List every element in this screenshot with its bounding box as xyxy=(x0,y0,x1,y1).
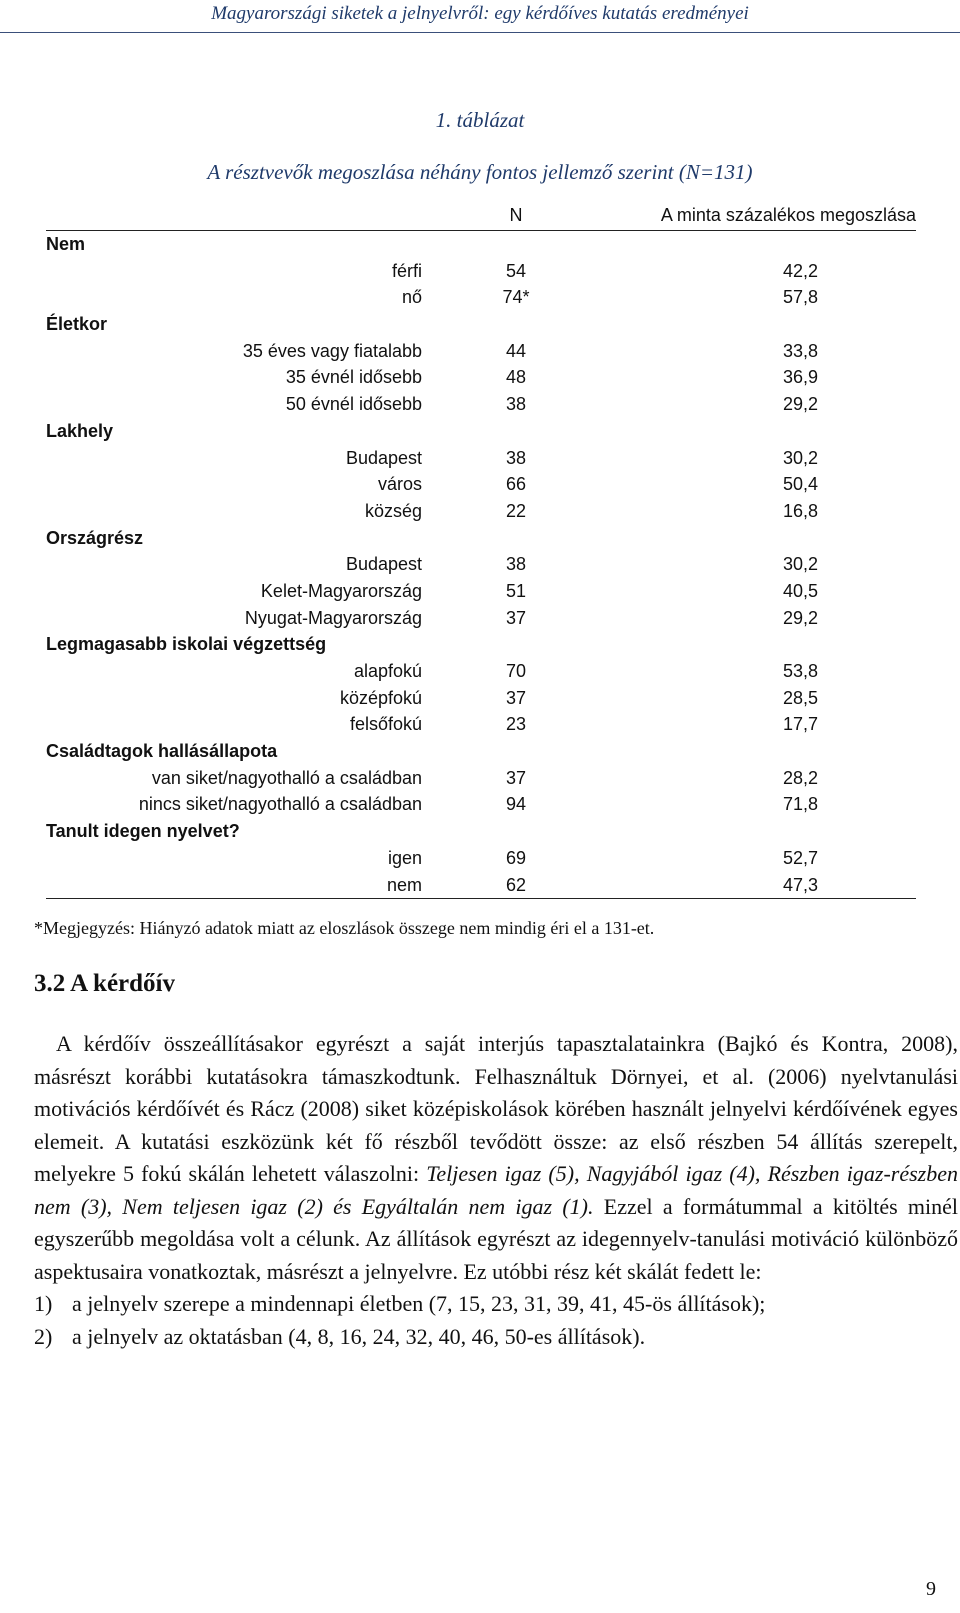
row-pct: 50,4 xyxy=(782,474,818,495)
row-pct: 28,5 xyxy=(782,687,818,708)
list-item xyxy=(34,1288,958,1321)
row-pct: 71,8 xyxy=(782,794,818,815)
column-header-n: N xyxy=(509,205,523,225)
row-pct: 16,8 xyxy=(782,500,818,521)
row-n: 69 xyxy=(505,847,527,868)
table-row xyxy=(46,685,916,712)
table-row xyxy=(46,551,916,578)
demographics-table xyxy=(46,202,916,899)
row-label: város xyxy=(377,474,422,495)
row-n: 37 xyxy=(505,687,527,708)
table-row xyxy=(46,471,916,498)
row-pct: 42,2 xyxy=(782,260,818,281)
table-row xyxy=(46,791,916,818)
row-pct: 52,7 xyxy=(782,847,818,868)
table-row xyxy=(46,258,916,285)
row-pct: 40,5 xyxy=(782,580,818,601)
table-note: *Megjegyzés: Hiányzó adatok miatt az eloszlások összege nem mindig éri el a 131-et. xyxy=(34,918,655,938)
table-number: 1. táblázat xyxy=(435,108,525,132)
row-n: 48 xyxy=(505,367,527,388)
row-n: 22 xyxy=(505,500,527,521)
list-item xyxy=(34,1321,958,1354)
table-category-row xyxy=(46,418,916,445)
table-category-row xyxy=(46,738,916,765)
row-n: 37 xyxy=(505,607,527,628)
row-pct: 29,2 xyxy=(782,607,818,628)
list-text: a jelnyelv szerepe a mindennapi életben (7, 15, 23, 31, 39, 41, 45-ös állítások); xyxy=(72,1291,766,1316)
category-label: Nem xyxy=(46,234,86,254)
row-pct: 47,3 xyxy=(782,874,818,895)
table-row xyxy=(46,364,916,391)
row-pct: 29,2 xyxy=(782,394,818,415)
list-number: 2) xyxy=(34,1323,53,1349)
category-label: Családtagok hallásállapota xyxy=(46,741,278,762)
table-title: A résztvevők megoszlása néhány fontos jellemző szerint (N=131) xyxy=(207,160,753,184)
table-row xyxy=(46,578,916,605)
row-label: nő xyxy=(401,287,422,308)
table-row xyxy=(46,658,916,685)
table-category-row xyxy=(46,818,916,845)
row-label: alapfokú xyxy=(353,661,422,681)
row-label: középfokú xyxy=(339,687,422,708)
page-number: 9 xyxy=(926,1578,936,1600)
table-category-row xyxy=(46,311,916,338)
row-n: 51 xyxy=(505,580,527,601)
category-label: Lakhely xyxy=(46,420,114,441)
table-category-row xyxy=(46,525,916,552)
row-pct: 36,9 xyxy=(782,367,818,388)
row-label: 50 évnél idősebb xyxy=(285,394,422,415)
row-n: 70 xyxy=(505,661,527,681)
table-row xyxy=(46,872,916,900)
row-label: igen xyxy=(387,847,422,868)
row-n: 38 xyxy=(505,447,527,468)
row-pct: 30,2 xyxy=(782,554,818,575)
row-label: nem xyxy=(386,874,422,895)
scale-labels: Teljesen igaz (5), Nagyjából igaz (4), Részben igaz-részben nem (3), Nem teljesen igaz (2) és Egyáltalán nem igaz (1). xyxy=(34,1161,958,1219)
table-row xyxy=(46,391,916,418)
table-row xyxy=(46,845,916,872)
row-pct: 30,2 xyxy=(782,447,818,468)
row-label: van siket/nagyothalló a családban xyxy=(151,767,422,788)
table-header-row xyxy=(46,202,916,231)
row-n: 66 xyxy=(505,474,527,495)
row-n: 54 xyxy=(505,260,527,281)
row-n: 38 xyxy=(505,394,527,415)
row-label: Kelet-Magyarország xyxy=(260,580,422,601)
table-row xyxy=(46,284,916,311)
row-n: 62 xyxy=(505,874,527,895)
category-label: Tanult idegen nyelvet? xyxy=(46,821,240,842)
table-row xyxy=(46,445,916,472)
section-heading: 3.2 A kérdőív xyxy=(34,970,175,997)
row-n: 37 xyxy=(505,767,527,788)
row-pct: 53,8 xyxy=(782,661,818,681)
row-n: 44 xyxy=(505,340,527,361)
row-n: 74* xyxy=(502,287,530,308)
row-label: Nyugat-Magyarország xyxy=(244,607,422,628)
list-text: a jelnyelv az oktatásban (4, 8, 16, 24, 32, 40, 46, 50-es állítások). xyxy=(72,1323,646,1349)
column-header-pct: A minta százalékos megoszlása xyxy=(660,205,916,225)
row-label: férfi xyxy=(391,260,422,281)
row-label: község xyxy=(364,500,422,521)
row-n: 23 xyxy=(505,714,527,735)
row-label: felsőfokú xyxy=(349,714,422,735)
row-label: 35 éves vagy fiatalabb xyxy=(242,340,422,361)
row-label: Budapest xyxy=(345,554,422,575)
row-n: 94 xyxy=(505,794,527,815)
header-rule xyxy=(0,32,960,33)
table-category-row xyxy=(46,631,916,658)
category-label: Életkor xyxy=(46,314,108,335)
paragraph-text: A kérdőív összeállításakor egyrészt a saját interjús tapasztalatainkra (Bajkó és Kontra, 2008), másrészt korábbi kutatásokra támaszkodtunk. Felhasználtuk Dörnyei, et al. (2006) nyelvtanulási motivációs kérdőívét és Rácz (2008) siket középiskolások körében használt jelnyelvi kérdőívének egyes elemeit. A kutatási eszközünk két fő részből tevődött össze: az első részben 54 állítás szerepelt, melyekre 5 fokú skálán lehetett válaszolni: xyxy=(34,1031,958,1186)
paragraph: ​A kérdőív összeállításakor egyrészt a saját interjús tapasztalatainkra (Bajkó és Kontra, 2008), másrészt korábbi kutatásokra támaszkodtunk. Felhasználtuk Dörnyei, et al. (2006) nyelvtanulási motivációs kérdőívét és Rácz (2008) siket középiskolások körében használt jelnyelvi kérdőívének egyes elemeit. A kutatási eszközünk két fő részből tevődött össze: az első részben 54 állítás szerepelt, melyekre 5 fokú skálán lehetett válaszolni: Teljesen igaz (5), Nagyjából igaz (4), Részben igaz-részben nem (3), Nem teljesen igaz (2) és Egyáltalán nem igaz (1). Ezzel a formátummal a kitöltés minél egyszerűbb megoldása volt a célunk. Az állítások egyrészt az idegennyelv-tanulási motiváció különböző aspektusaira vonatkoztak, másrészt a jelnyelvre. Ez utóbbi rész két skálát fedett le: xyxy=(34,1031,958,1284)
running-header: Magyarországi siketek a jelnyelvről: egy kérdőíves kutatás eredményei xyxy=(211,3,749,24)
table-category-row xyxy=(46,231,916,258)
category-label: Országrész xyxy=(46,527,144,548)
table-row xyxy=(46,765,916,792)
table-row xyxy=(46,338,916,365)
category-label: Legmagasabb iskolai végzettség xyxy=(46,634,327,655)
row-pct: 28,2 xyxy=(782,767,818,788)
paragraph-tail: Ezzel a formátummal a kitöltés minél egyszerűbb megoldása volt a célunk. Az állítások egyrészt az idegennyelv-tanulási motiváció különböző aspektusaira vonatkoztak, másrészt a jelnyelvre. Ez utóbbi rész két skálát fedett le: xyxy=(34,1193,958,1284)
row-n: 38 xyxy=(505,554,527,575)
row-label: nincs siket/nagyothalló a családban xyxy=(138,794,422,815)
section-body xyxy=(34,1028,958,1353)
table-row xyxy=(46,498,916,525)
row-label: Budapest xyxy=(345,447,422,468)
row-pct: 17,7 xyxy=(782,714,818,735)
scale-list xyxy=(34,1288,958,1353)
list-number: 1) xyxy=(34,1291,53,1316)
row-pct: 33,8 xyxy=(782,340,818,361)
row-pct: 57,8 xyxy=(782,287,818,308)
table-row xyxy=(46,605,916,632)
row-label: 35 évnél idősebb xyxy=(285,367,422,388)
table-row xyxy=(46,711,916,738)
